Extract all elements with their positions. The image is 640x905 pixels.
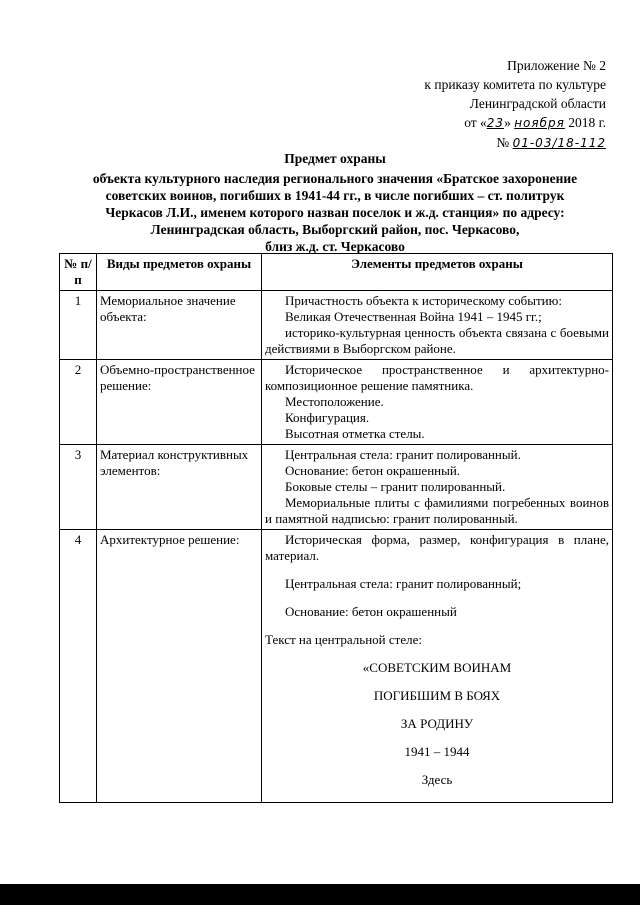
table-row: [60, 360, 613, 445]
table-row: [60, 291, 613, 360]
inscription-line: «СОВЕТСКИМ ВОИНАМ: [362, 660, 512, 675]
row-text: Текст на центральной стеле:: [265, 632, 422, 647]
row-type: Архитектурное решение:: [97, 530, 262, 803]
header-type: Виды предметов охраны: [97, 254, 262, 291]
title-heading: Предмет охраны: [284, 151, 386, 166]
row-elements: [262, 291, 613, 360]
protection-table: [59, 253, 613, 803]
scan-bottom-bar: [0, 884, 640, 905]
row-text: Местоположение.: [285, 394, 384, 409]
row-text: Основание: бетон окрашенный: [285, 604, 457, 619]
row-num: 1: [60, 291, 97, 360]
row-text: Причастность объекта к историческому событию:: [285, 293, 562, 308]
title-line-5: близ ж.д. ст. Черкасово: [265, 239, 405, 254]
title-line-4: Ленинградская область, Выборгский район, пос. Черкасово,: [150, 222, 520, 237]
annex-line-2: к приказу комитета по культуре: [424, 77, 606, 92]
row-elements: [262, 360, 613, 445]
row-text: Конфигурация.: [285, 410, 370, 425]
inscription-line: ЗА РОДИНУ: [400, 716, 474, 731]
row-type: Мемориальное значение объекта:: [97, 291, 262, 360]
row-elements: [262, 530, 613, 803]
annex-number-prefix: №: [496, 135, 513, 150]
annex-line-3: Ленинградской области: [469, 96, 606, 111]
row-text: Историческое пространственное и архитектурно-композиционное решение памятника.: [265, 362, 609, 393]
row-text: Великая Отечественная Война 1941 – 1945 гг.;: [285, 309, 542, 324]
table-row: [60, 530, 613, 803]
document-title: [40, 150, 630, 255]
title-line-3: Черкасов Л.И., именем которого назван поселок и ж.д. станция» по адресу:: [105, 205, 565, 220]
row-type: Материал конструктивных элементов:: [97, 445, 262, 530]
row-text: Боковые стелы – гранит полированный.: [285, 479, 506, 494]
annex-number-value: 01-03/18-112: [512, 136, 606, 150]
row-num: 3: [60, 445, 97, 530]
title-line-1: объекта культурного наследия регионального значения «Братское захоронение: [92, 171, 578, 186]
row-elements: [262, 445, 613, 530]
row-num: 2: [60, 360, 97, 445]
row-text: Историческая форма, размер, конфигурация в плане, материал.: [265, 532, 609, 563]
row-text: историко-культурная ценность объекта связана с боевыми действиями в Выборгском районе.: [265, 325, 609, 356]
annex-date-prefix: от «: [464, 115, 487, 130]
row-type: Объемно-пространственное решение:: [97, 360, 262, 445]
row-text: Мемориальные плиты с фамилиями погребенных воинов и памятной надписью: гранит полированный.: [265, 495, 609, 526]
row-text: Высотная отметка стелы.: [285, 426, 425, 441]
annex-date-suffix: 2018 г.: [564, 115, 606, 130]
table-row: [60, 445, 613, 530]
annex-date-day: 23: [486, 116, 505, 130]
title-line-2: советских воинов, погибших в 1941-44 гг., в числе погибших – ст. политрук: [105, 188, 565, 203]
annex-date-line: [366, 113, 606, 133]
annex-block: [366, 56, 606, 153]
inscription-line: ПОГИБШИМ В БОЯХ: [373, 688, 501, 703]
row-num: 4: [60, 530, 97, 803]
header-num: № п/п: [60, 254, 97, 291]
annex-date-month: ноября: [514, 116, 565, 130]
row-text: Основание: бетон окрашенный.: [285, 463, 461, 478]
table-header-row: [60, 254, 613, 291]
row-text: Центральная стела: гранит полированный.: [285, 447, 521, 462]
inscription-line: Здесь: [421, 772, 453, 787]
annex-date-mid: »: [504, 115, 515, 130]
header-elements: Элементы предметов охраны: [262, 254, 613, 291]
inscription-line: 1941 – 1944: [404, 744, 470, 759]
row-text: Центральная стела: гранит полированный;: [285, 576, 522, 591]
annex-line-1: Приложение № 2: [507, 58, 606, 73]
